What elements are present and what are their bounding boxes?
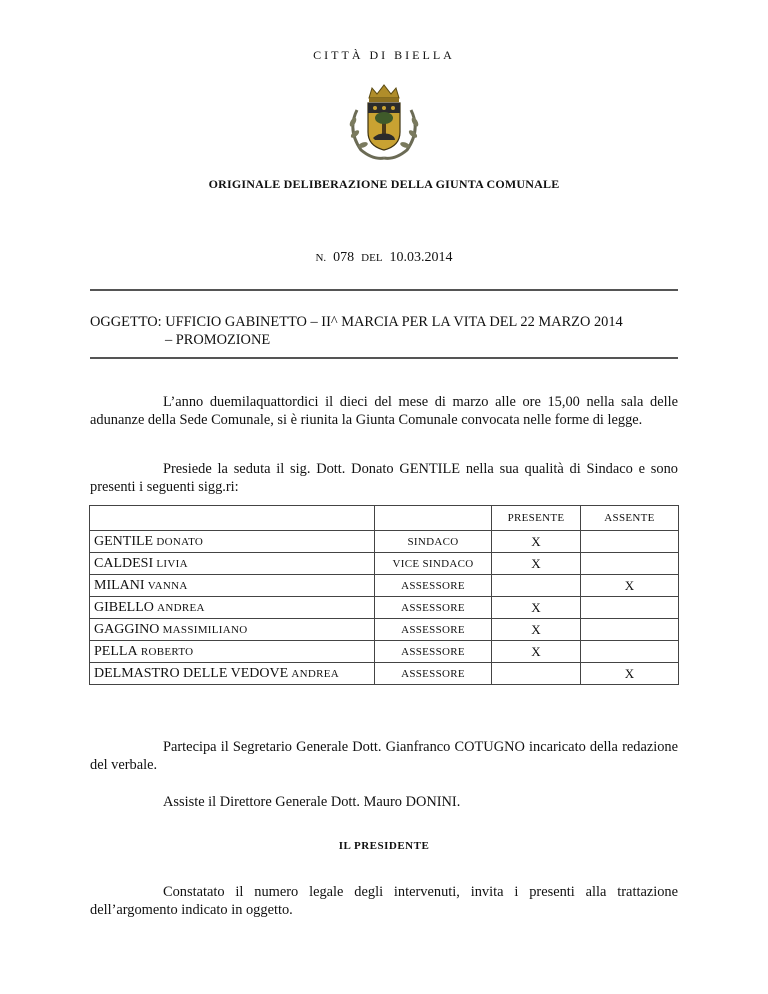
member-surname: CALDESI bbox=[94, 556, 154, 571]
member-surname: GIBELLO bbox=[94, 600, 154, 615]
attendance-table bbox=[89, 505, 679, 685]
table-row bbox=[90, 531, 679, 553]
direttore-paragraph: Assiste il Direttore Generale Dott. Mauro DONINI. bbox=[163, 794, 461, 810]
coat-of-arms-icon bbox=[339, 80, 429, 162]
deliberation-number: 078 bbox=[333, 250, 355, 265]
present-mark bbox=[492, 663, 581, 685]
member-name bbox=[90, 619, 375, 641]
absent-mark: X bbox=[581, 663, 679, 685]
absent-mark bbox=[581, 531, 679, 553]
member-first-name: ANDREA bbox=[157, 602, 205, 614]
subject-line-1: OGGETTO: UFFICIO GABINETTO – II^ MARCIA PER LA VITA DEL 22 MARZO 2014 bbox=[90, 314, 623, 330]
absent-mark bbox=[581, 641, 679, 663]
member-first-name: VANNA bbox=[147, 580, 188, 592]
header-cell-empty bbox=[375, 506, 492, 531]
constatato-paragraph: Constatato il numero legale degli intervenuti, invita i presenti alla trattazione dell’argomento indicato in oggetto. bbox=[90, 884, 678, 918]
member-first-name: DONATO bbox=[156, 536, 204, 548]
member-name bbox=[90, 575, 375, 597]
table-row bbox=[90, 663, 679, 685]
present-mark: X bbox=[492, 597, 581, 619]
table-row bbox=[90, 641, 679, 663]
member-first-name: ROBERTO bbox=[140, 646, 194, 658]
absent-mark: X bbox=[581, 575, 679, 597]
table-header-row bbox=[90, 506, 679, 531]
header-present: PRESENTE bbox=[492, 506, 581, 531]
table-row bbox=[90, 597, 679, 619]
date-label: DEL bbox=[361, 252, 383, 264]
presiede-paragraph: Presiede la seduta il sig. Dott. Donato GENTILE nella sua qualità di Sindaco e sono presenti i seguenti sigg.ri: bbox=[90, 461, 678, 495]
member-role: SINDACO bbox=[375, 531, 492, 553]
present-mark: X bbox=[492, 619, 581, 641]
member-first-name: MASSIMILIANO bbox=[162, 624, 248, 636]
intro-paragraph: L’anno duemilaquattordici il dieci del mese di marzo alle ore 15,00 nella sala delle adunanze della Sede Comunale, si è riunita la Giunta Comunale convocata nelle forme di legge. bbox=[90, 394, 678, 428]
member-name bbox=[90, 531, 375, 553]
member-name bbox=[90, 597, 375, 619]
table-row bbox=[90, 575, 679, 597]
present-mark bbox=[492, 575, 581, 597]
divider-bottom bbox=[90, 357, 678, 359]
table-row bbox=[90, 553, 679, 575]
member-surname: GAGGINO bbox=[94, 622, 160, 637]
header-absent: ASSENTE bbox=[581, 506, 679, 531]
present-mark: X bbox=[492, 553, 581, 575]
president-heading: IL PRESIDENTE bbox=[338, 840, 430, 852]
member-role: ASSESSORE bbox=[375, 663, 492, 685]
member-surname: MILANI bbox=[94, 578, 145, 593]
subject-block bbox=[90, 313, 678, 349]
absent-mark bbox=[581, 597, 679, 619]
present-mark: X bbox=[492, 641, 581, 663]
member-role: ASSESSORE bbox=[375, 641, 492, 663]
absent-mark bbox=[581, 619, 679, 641]
member-role: VICE SINDACO bbox=[375, 553, 492, 575]
deliberation-number-line bbox=[0, 250, 768, 266]
member-surname: GENTILE bbox=[94, 534, 154, 549]
member-role: ASSESSORE bbox=[375, 597, 492, 619]
member-surname: PELLA bbox=[94, 644, 138, 659]
table-row bbox=[90, 619, 679, 641]
deliberation-date: 10.03.2014 bbox=[389, 250, 453, 265]
member-surname: DELMASTRO DELLE VEDOVE bbox=[94, 666, 289, 681]
member-first-name: ANDREA bbox=[291, 668, 340, 680]
divider-top bbox=[90, 289, 678, 291]
segretario-paragraph: Partecipa il Segretario Generale Dott. Gianfranco COTUGNO incaricato della redazione del verbale. bbox=[90, 739, 678, 773]
header-cell-empty bbox=[90, 506, 375, 531]
member-role: ASSESSORE bbox=[375, 619, 492, 641]
attendance-rows bbox=[90, 531, 679, 685]
number-label: N. bbox=[315, 252, 327, 264]
present-mark: X bbox=[492, 531, 581, 553]
member-name bbox=[90, 641, 375, 663]
absent-mark bbox=[581, 553, 679, 575]
document-title: ORIGINALE DELIBERAZIONE DELLA GIUNTA COMUNALE bbox=[208, 177, 560, 191]
member-name bbox=[90, 553, 375, 575]
member-first-name: LIVIA bbox=[156, 558, 188, 570]
member-name bbox=[90, 663, 375, 685]
subject-line-2: – PROMOZIONE bbox=[165, 332, 271, 348]
member-role: ASSESSORE bbox=[375, 575, 492, 597]
city-header: CITTÀ DI BIELLA bbox=[313, 48, 455, 62]
